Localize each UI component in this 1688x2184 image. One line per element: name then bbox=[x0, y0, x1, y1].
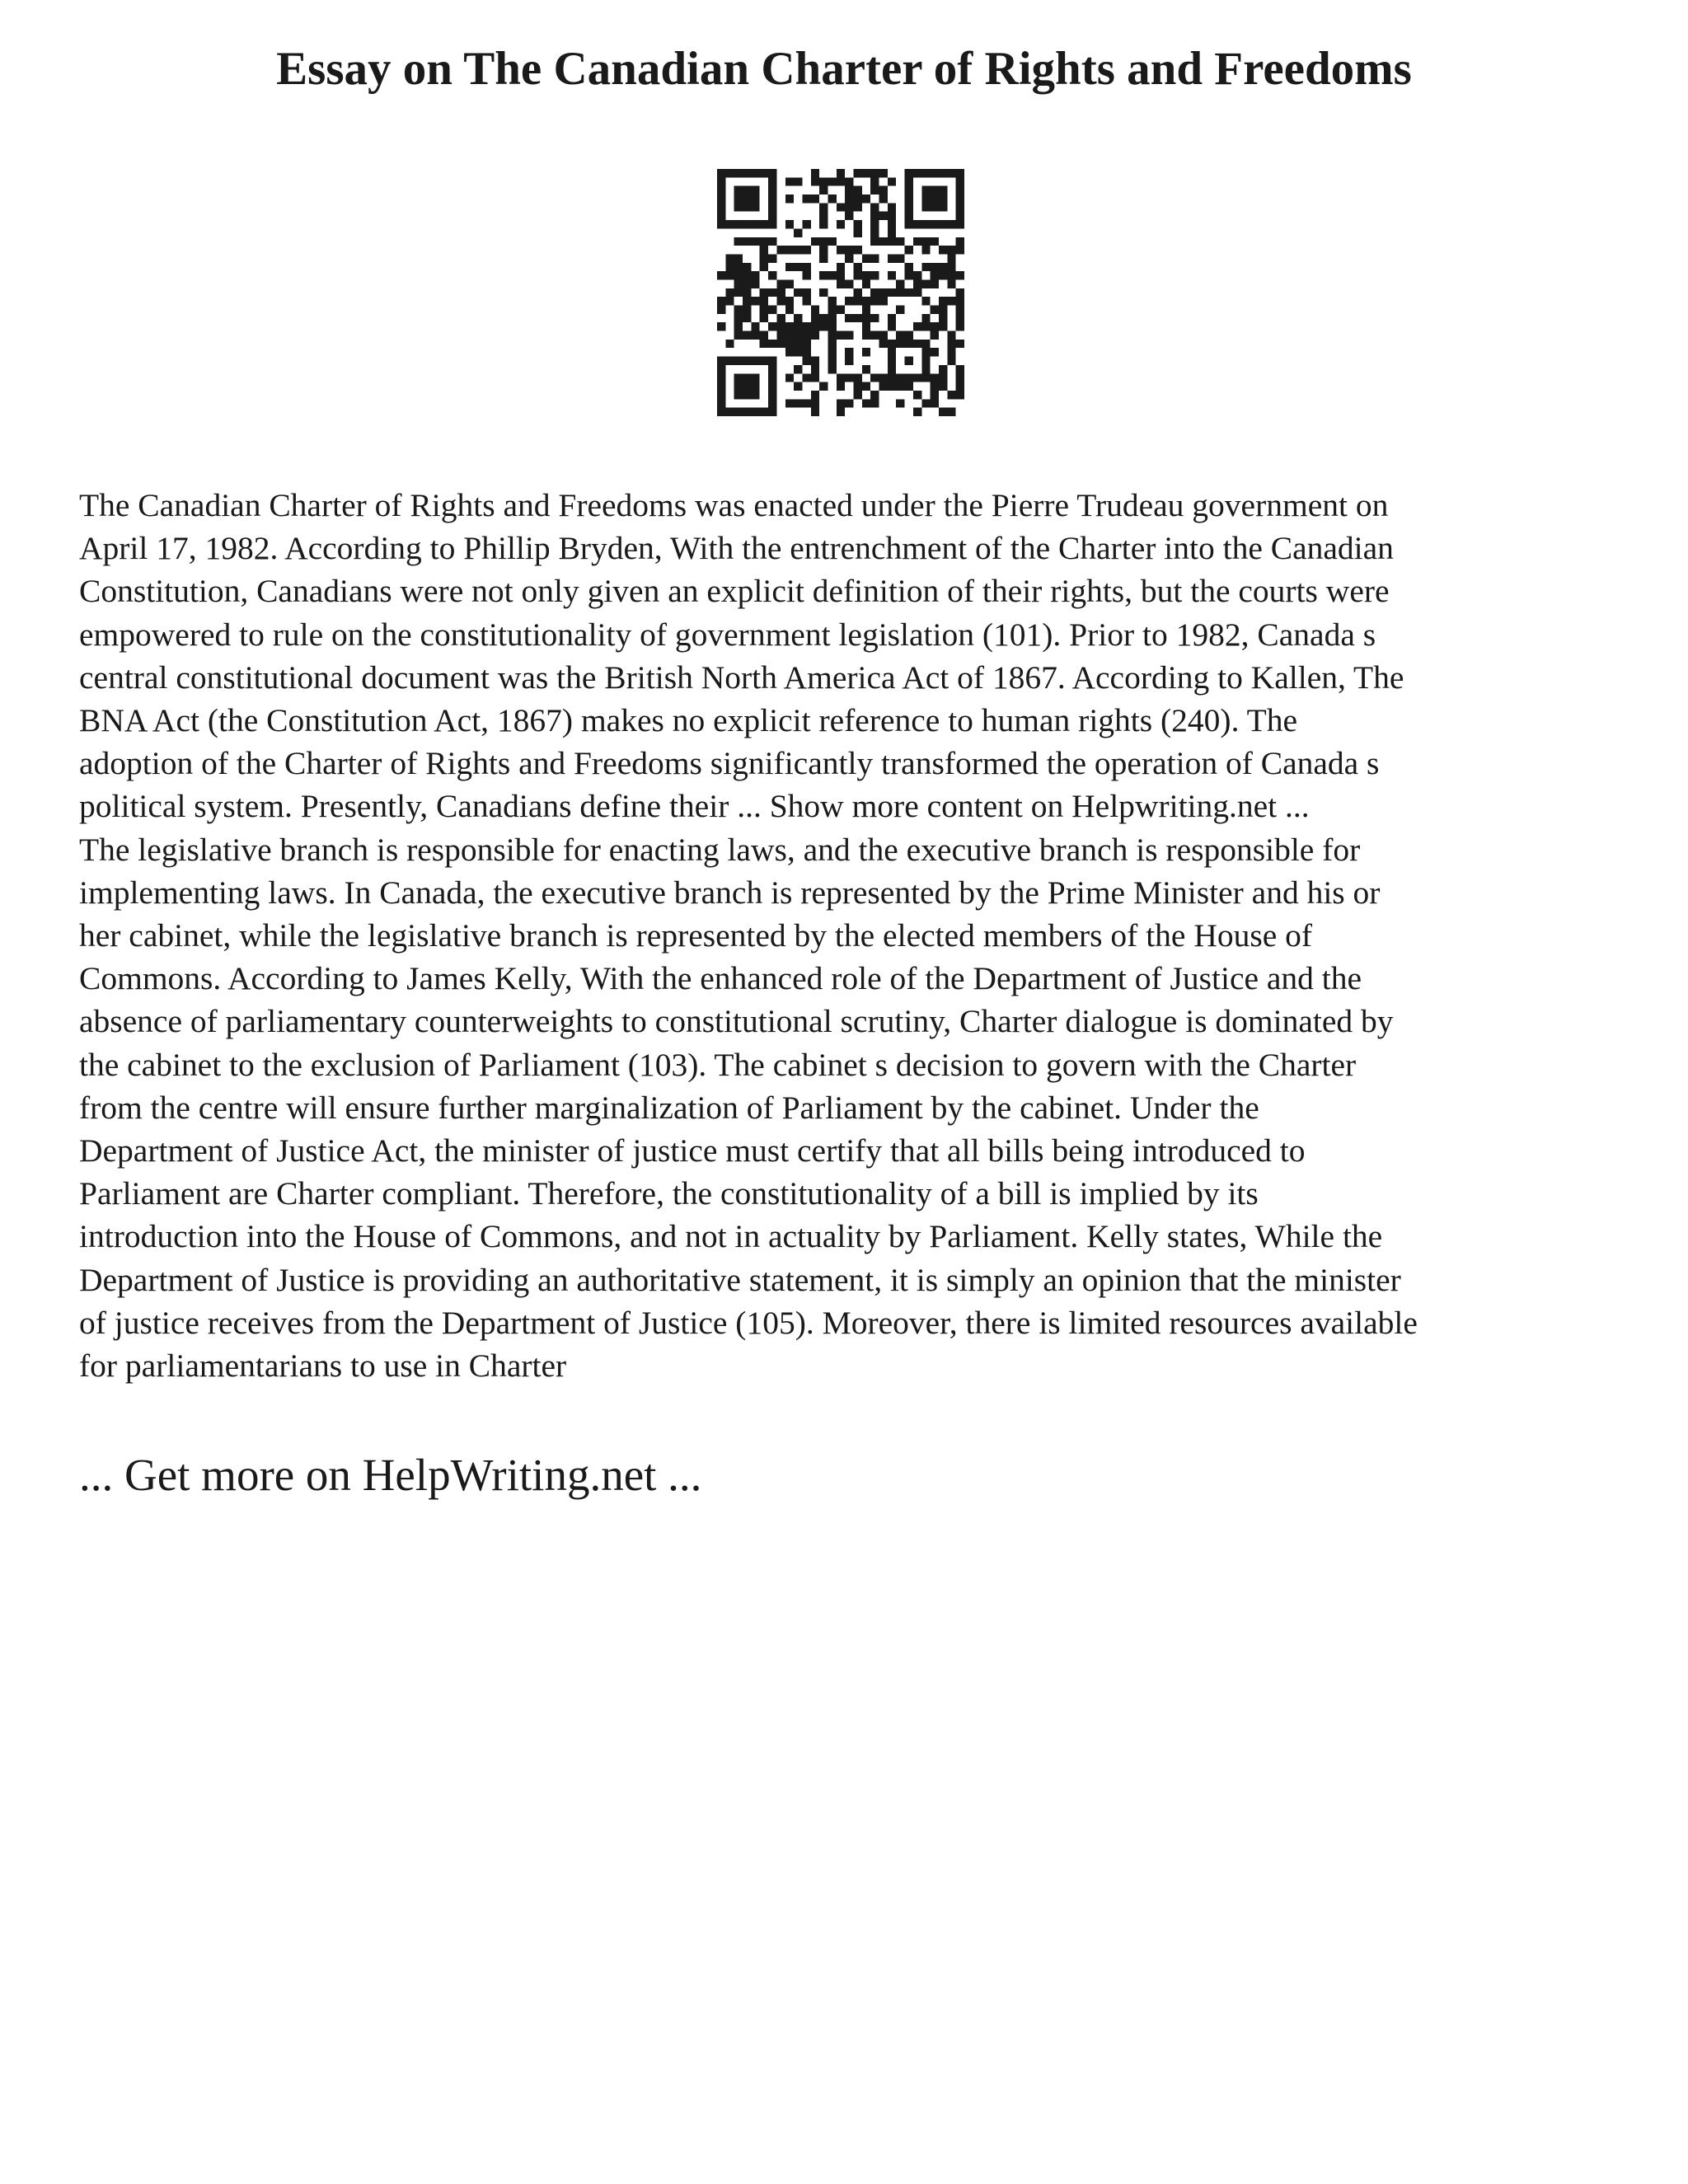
body-line: implementing laws. In Canada, the executive branch is represented by the Prime Minister and his or bbox=[79, 874, 1381, 911]
body-line: BNA Act (the Constitution Act, 1867) makes no explicit reference to human rights (240). The bbox=[79, 702, 1298, 739]
document-title: Essay on The Canadian Charter of Rights and Freedoms bbox=[276, 43, 1412, 95]
body-line: The legislative branch is responsible for enacting laws, and the executive branch is responsible for bbox=[79, 831, 1361, 868]
body-line: for parliamentarians to use in Charter bbox=[79, 1347, 567, 1385]
body-line: of justice receives from the Department of Justice (105). Moreover, there is limited resources available bbox=[79, 1304, 1418, 1341]
body-line: Department of Justice Act, the minister of justice must certify that all bills being introduced to bbox=[79, 1132, 1306, 1169]
body-line: central constitutional document was the British North America Act of 1867. According to Kallen, The bbox=[79, 658, 1404, 696]
body-line: Constitution, Canadians were not only given an explicit definition of their rights, but the courts were bbox=[79, 573, 1390, 610]
qr-code-icon bbox=[717, 169, 964, 416]
body-line: Department of Justice is providing an authoritative statement, it is simply an opinion that the minister bbox=[79, 1261, 1401, 1298]
essay-body bbox=[79, 484, 1629, 1387]
get-more-link[interactable]: ... Get more on HelpWriting.net ... bbox=[79, 1450, 702, 1500]
body-line: absence of parliamentary counterweights to constitutional scrutiny, Charter dialogue is dominated by bbox=[79, 1003, 1394, 1040]
body-line: April 17, 1982. According to Phillip Bryden, With the entrenchment of the Charter into the Canadian bbox=[79, 530, 1394, 567]
body-line: adoption of the Charter of Rights and Freedoms significantly transformed the operation of Canada s bbox=[79, 745, 1380, 782]
body-line: Commons. According to James Kelly, With the enhanced role of the Department of Justice and the bbox=[79, 960, 1362, 997]
body-line: The Canadian Charter of Rights and Freedoms was enacted under the Pierre Trudeau government on bbox=[79, 487, 1389, 523]
body-line: her cabinet, while the legislative branch is represented by the elected members of the House of bbox=[79, 917, 1313, 954]
body-line: political system. Presently, Canadians define their ... Show more content on Helpwriting.net ... bbox=[79, 788, 1310, 825]
body-line: from the centre will ensure further marginalization of Parliament by the cabinet. Under the bbox=[79, 1089, 1259, 1126]
body-line: introduction into the House of Commons, and not in actuality by Parliament. Kelly states, While the bbox=[79, 1218, 1383, 1255]
body-line: empowered to rule on the constitutionality of government legislation (101). Prior to 1982, Canada s bbox=[79, 616, 1376, 653]
body-line: the cabinet to the exclusion of Parliament (103). The cabinet s decision to govern with the Charter bbox=[79, 1046, 1357, 1083]
body-line: Parliament are Charter compliant. Therefore, the constitutionality of a bill is implied by its bbox=[79, 1175, 1259, 1212]
